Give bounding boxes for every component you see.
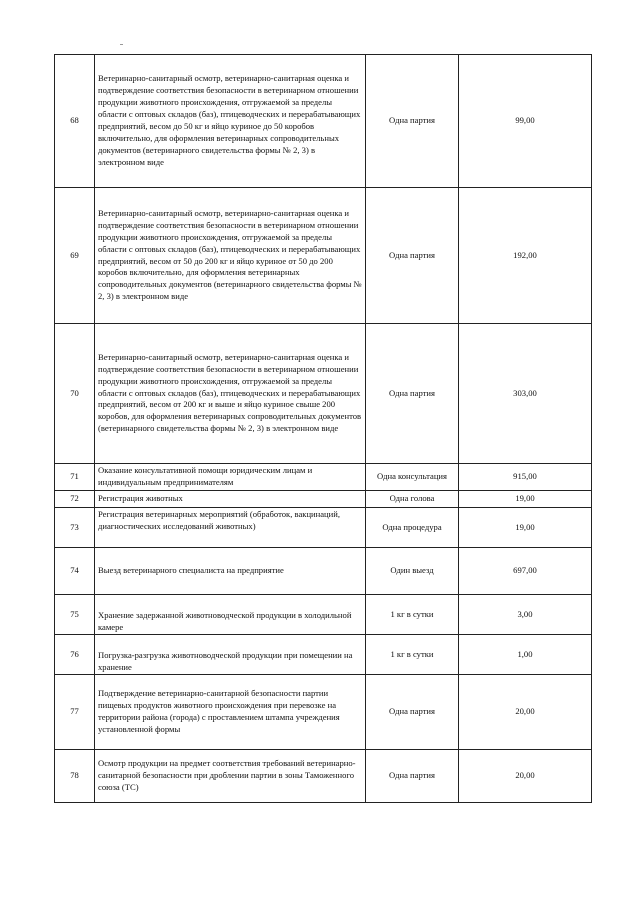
service-description: Выезд ветеринарного специалиста на предприятие <box>95 548 366 595</box>
service-description: Осмотр продукции на предмет соответствия требований ветеринарно-санитарной безопасности при дроблении партии в зоны Таможенного союза (ТС) <box>95 750 366 803</box>
row-number: 78 <box>55 750 95 803</box>
table-row <box>55 548 592 595</box>
row-number: 71 <box>55 464 95 491</box>
table-row <box>55 635 592 675</box>
unit-of-measure: 1 кг в сутки <box>366 595 459 635</box>
service-description: Погрузка-разгрузка животноводческой продукции при помещении на хранение <box>95 635 366 675</box>
price-value: 20,00 <box>459 675 592 750</box>
price-value: 3,00 <box>459 595 592 635</box>
table-row <box>55 55 592 188</box>
table-row <box>55 324 592 464</box>
price-value: 697,00 <box>459 548 592 595</box>
service-description: Хранение задержанной животноводческой продукции в холодильной камере <box>95 595 366 635</box>
table-row <box>55 491 592 508</box>
services-price-table <box>54 54 592 803</box>
price-value: 192,00 <box>459 188 592 324</box>
row-number: 69 <box>55 188 95 324</box>
price-value: 19,00 <box>459 491 592 508</box>
table-row <box>55 508 592 548</box>
table-row <box>55 595 592 635</box>
row-number: 73 <box>55 508 95 548</box>
row-number: 74 <box>55 548 95 595</box>
row-number: 70 <box>55 324 95 464</box>
unit-of-measure: Одна партия <box>366 188 459 324</box>
service-description: Регистрация ветеринарных мероприятий (обработок, вакцинаций, диагностических исследований животных) <box>95 508 366 548</box>
service-description: Оказание консультативной помощи юридическим лицам и индивидуальным предпринимателям <box>95 464 366 491</box>
unit-of-measure: Одна партия <box>366 675 459 750</box>
price-value: 99,00 <box>459 55 592 188</box>
unit-of-measure: Одна консультация <box>366 464 459 491</box>
price-value: 1,00 <box>459 635 592 675</box>
unit-of-measure: Одна партия <box>366 55 459 188</box>
service-description: Ветеринарно-санитарный осмотр, ветеринарно-санитарная оценка и подтверждение соответствия безопасности в ветеринарном отношении продукции животного происхождения, отгружаемой за пределы области с оптовых складов (баз), птицеводческих и перерабатывающих предприятий, весом до 50 кг и яйцо куриное до 50 коробов включительно, для оформления ветеринарных сопроводительных документов (ветеринарного свидетельства формы № 2, 3) в электронном виде <box>95 55 366 188</box>
row-number: 72 <box>55 491 95 508</box>
price-value: 20,00 <box>459 750 592 803</box>
scan-dot <box>120 44 123 45</box>
price-value: 303,00 <box>459 324 592 464</box>
service-description: Регистрация животных <box>95 491 366 508</box>
service-description: Подтверждение ветеринарно-санитарной безопасности партии пищевых продуктов животного происхождения при перевозке на территории района (города) с проставлением штампа учреждения установленной формы <box>95 675 366 750</box>
row-number: 77 <box>55 675 95 750</box>
service-description: Ветеринарно-санитарный осмотр, ветеринарно-санитарная оценка и подтверждение соответствия безопасности в ветеринарном отношении продукции животного происхождения, отгружаемой за пределы области с оптовых складов (баз), птицеводческих и перерабатывающих предприятий, весом от 200 кг и выше и яйцо куриное свыше 200 коробов, для оформления ветеринарных сопроводительных документов (ветеринарного свидетельства формы № 2, 3) в электронном виде <box>95 324 366 464</box>
row-number: 76 <box>55 635 95 675</box>
table-row <box>55 675 592 750</box>
service-description: Ветеринарно-санитарный осмотр, ветеринарно-санитарная оценка и подтверждение соответствия безопасности в ветеринарном отношении продукции животного происхождения, отгружаемой за пределы области с оптовых складов (баз), птицеводческих и перерабатывающих предприятий, весом от 50 до 200 кг и яйцо куриное от 50 до 200 коробов включительно, для оформления ветеринарных сопроводительных документов (ветеринарного свидетельства формы № 2, 3) в электронном виде <box>95 188 366 324</box>
unit-of-measure: Одна процедура <box>366 508 459 548</box>
table-row <box>55 750 592 803</box>
unit-of-measure: Одна партия <box>366 324 459 464</box>
row-number: 68 <box>55 55 95 188</box>
unit-of-measure: Одна голова <box>366 491 459 508</box>
price-value: 19,00 <box>459 508 592 548</box>
table-row <box>55 464 592 491</box>
price-value: 915,00 <box>459 464 592 491</box>
unit-of-measure: Один выезд <box>366 548 459 595</box>
unit-of-measure: 1 кг в сутки <box>366 635 459 675</box>
table-row <box>55 188 592 324</box>
unit-of-measure: Одна партия <box>366 750 459 803</box>
row-number: 75 <box>55 595 95 635</box>
